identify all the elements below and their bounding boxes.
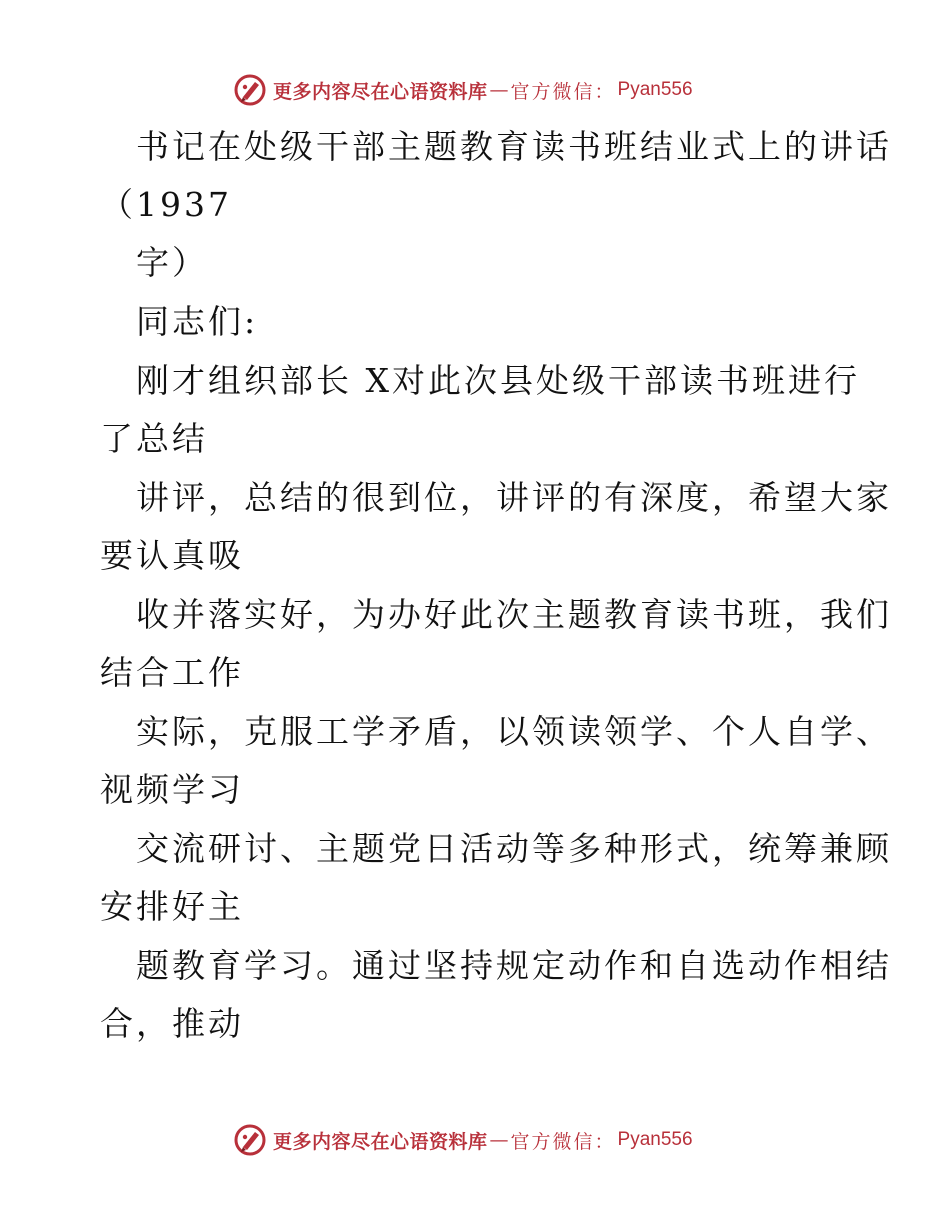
paragraph-line: 收并落实好，为办好此次主题教育读书班，我们 bbox=[136, 595, 892, 634]
paragraph-line: 结合工作 bbox=[100, 653, 244, 692]
banner-wechat-label: 官方微信： bbox=[510, 80, 616, 103]
document-title-line-1: 书记在处级干部主题教育读书班结业式上的讲话 bbox=[136, 127, 892, 166]
paragraph-line: 刚才组织部长 X对此次县处级干部读书班进行 bbox=[136, 361, 860, 400]
banner-brand-text: 更多内容尽在心语资料库 bbox=[273, 1130, 488, 1153]
banner-separator: — bbox=[489, 79, 509, 101]
paragraph-line: 实际，克服工学矛盾，以领读领学、个人自学、 bbox=[136, 712, 892, 751]
paragraph-line: 安排好主 bbox=[100, 887, 244, 926]
document-title-line-2: （1937 bbox=[100, 185, 232, 224]
document-title-line-3: 字） bbox=[136, 243, 208, 282]
paragraph-line: 要认真吸 bbox=[100, 536, 244, 575]
paragraph-line: 合，推动 bbox=[100, 1004, 244, 1043]
paragraph-line: 交流研讨、主题党日活动等多种形式，统筹兼顾 bbox=[136, 829, 892, 868]
paragraph-line: 题教育学习。通过坚持规定动作和自选动作相结 bbox=[136, 946, 892, 985]
paragraph-line: 讲评，总结的很到位，讲评的有深度，希望大家 bbox=[136, 478, 892, 517]
footer-banner bbox=[233, 1122, 693, 1158]
banner-separator: — bbox=[489, 1129, 509, 1151]
banner-wechat-label: 官方微信： bbox=[510, 1130, 616, 1153]
banner-brand-text: 更多内容尽在心语资料库 bbox=[273, 80, 488, 103]
header-banner bbox=[233, 72, 693, 108]
banner-wechat-id: Pyan556 bbox=[617, 1129, 693, 1150]
paragraph-line: 了总结 bbox=[100, 419, 208, 458]
pen-logo-icon bbox=[233, 73, 267, 107]
pen-logo-icon bbox=[233, 1123, 267, 1157]
banner-wechat-id: Pyan556 bbox=[617, 79, 693, 100]
paragraph-line: 视频学习 bbox=[100, 770, 244, 809]
salutation: 同志们: bbox=[136, 302, 259, 341]
